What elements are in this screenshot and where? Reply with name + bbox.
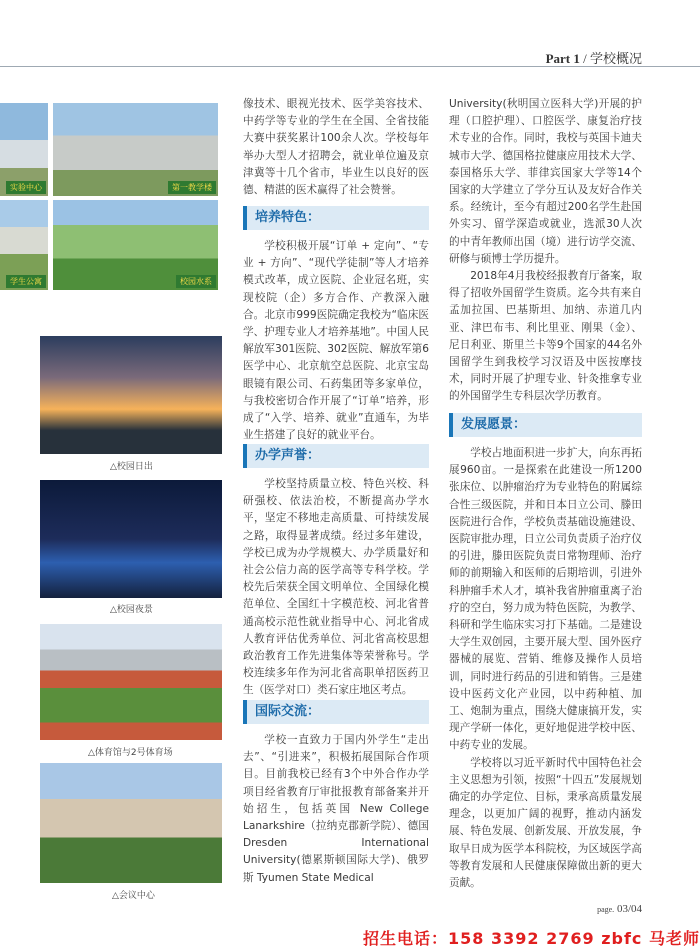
part-label: Part 1: [545, 51, 580, 66]
international-text: [243, 732, 429, 887]
reputation-text: [243, 476, 429, 700]
page-header: [546, 48, 642, 67]
heading-vision: 发展愿景：: [449, 413, 642, 437]
foreign-students-paragraph: 2018年4月我校经报教育厅备案，取得了招收外国留学生资质。迄今共有来自孟加拉国、巴基斯坦、加纳、赤道几内亚、津巴布韦、利比里亚、刚果（金）、尼日利亚、斯里兰卡等9个国家的44名外国留学生到我校学习汉语及中医按摩技术，同时开展了护理专业、针灸推拿专业的外国留学生专科层次学历教育。: [449, 270, 642, 403]
heading-reputation: 办学声誉：: [243, 444, 429, 468]
photo-teaching-building: [53, 103, 218, 196]
page-value: 03/04: [616, 903, 642, 915]
caption-night: △校园夜景: [110, 605, 153, 615]
caption-conference: △会议中心: [112, 891, 155, 901]
photo-dormitory: [0, 200, 48, 290]
vision-paragraph: 学校占地面积进一步扩大，向东再拓展960亩。一是探索在此建设一所1200张床位、以肿瘤治疗为专业特色的附属综合性三级医院，并和日本日立公司、滕田医院进行合作，学校负责基础设施建设、医院审批办理，日立公司负责质子治疗仪的引进，滕田医院负责日常物理师、治疗师的前期输入和医师的后期培训，引进外科肿瘤手术人才，填补我省肿瘤重离子治疗的空白，努力成为特色医院，为教学、科研和学生临床实习打下基础。二是建设大学生双创园，主要开展大型、国外医疗器械的展览、营销、维修及操作人员培训，同时进行药品的引进和销售。三是建设中医药文化产业园，以中药种植、加工、炮制为重点，围绕大健康搞开发，实现产学研一体化，更好地促进学校中医、中药专业的发展。: [449, 447, 642, 752]
photo-tag: 学生公寓: [6, 275, 46, 288]
photo-tag: 校园水系: [176, 275, 216, 288]
caption-stadium: △体育馆与2号体育场: [88, 748, 173, 758]
enrollment-phone: 招生电话：158 3392 2769 zbfc 马老师: [363, 929, 700, 948]
middle-intro: [243, 96, 429, 199]
photo-lab-center: [0, 103, 48, 196]
training-paragraph: 学校积极开展“订单 + 定向”、“专业 + 方向”、“现代学徒制”等人才培养模式改革，成立医院、企业冠名班，实现校院（企）多方合作、产教深入融合。北京市999医院确定我校为“临床医学、护理专业人才培养基地”。中国人民解放军301医院、302医院、解放军第6医学中心、北京航空总医院、北京宝岛眼镜有限公司、石药集团等多家单位，与我校密切合作开展了“订单”培养，形成了“入学、培养、就业”直通车，为毕业生搭建了良好的就业平台。: [243, 240, 429, 442]
international-paragraph: 学校一直致力于国内外学生“走出去”、“引进来”，积极拓展国际合作项目。目前我校已经有3个中外合作办学项目经省教育厅审批报教育部备案并开始招生，包括英国 New College Lanarkshire（拉纳克郡新学院）、德国 Dresden International University(德累斯顿国际大学)、俄罗斯 Tyumen State Medical: [243, 734, 429, 884]
section-title: 学校概况: [589, 51, 642, 66]
page-number: [597, 903, 642, 915]
photo-conference: [40, 763, 222, 883]
header-separator: /: [579, 51, 590, 66]
training-text: [243, 238, 429, 444]
intro-paragraph: 像技术、眼视光技术、医学美容技术、中药学等专业的学生在全国、全省技能大赛中获奖累计100余人次。学校每年举办大型人才招聘会，就业单位遍及京津冀等十几个省市，毕业生以良好的医德、精湛的医术赢得了社会赞誉。: [243, 98, 429, 197]
heading-training: 培养特色：: [243, 206, 429, 230]
vision-text: [449, 445, 642, 892]
photo-stadium: [40, 624, 222, 740]
reputation-paragraph: 学校坚持质量立校、特色兴校、科研强校、依法治校，不断提高办学水平，坚定不移地走高质量、可持续发展之路，取得显著成绩。经过多年建设，学校已成为办学规模大、办学质量好和社会公信力高的医学高等专科学校。学校先后荣获全国文明单位、全国绿化模范单位、全国红十字模范校、河北省普通高校示范性就业指导中心、河北省成人教育评估优秀单位、河北省高校思想政治教育工作先进集体等荣誉称号。学校连续多年作为河北省高职单招医药卫生（医学对口）类石家庄地区考点。: [243, 478, 429, 697]
cooperation-paragraph: University(秋明国立医科大学)开展的护理（口腔护理）、口腔医学、康复治疗技术专业的合作。同时，我校与英国卡迪夫城市大学、德国格拉健康应用技术大学、泰国格乐大学、菲律宾国家大学等14个国家的大学建立了学分互认及友好合作关系。经统计，至今有超过200名学生赴国外实习、留学深造或就业，选派30人次的中青年教师出国（境）进行访学交流、研修与硕博士学历提升。: [449, 98, 642, 265]
caption-sunrise: △校园日出: [110, 462, 153, 472]
heading-international: 国际交流：: [243, 700, 429, 724]
photo-tag: 第一教学楼: [168, 181, 216, 194]
page-prefix: page.: [597, 905, 615, 914]
right-column: [449, 96, 642, 406]
photo-tag: 实验中心: [6, 181, 46, 194]
photo-water-system: [53, 200, 218, 290]
photo-night: [40, 480, 222, 598]
future-paragraph: 学校将以习近平新时代中国特色社会主义思想为引领，按照“十四五”发展规划确定的办学定位、目标，秉承高质量发展理念，以更加广阔的视野，推动内涵发展、特色发展、创新发展、开放发展，争取早日成为医学本科院校，为区域医学高等教育发展和人民健康保障做出新的更大贡献。: [449, 756, 642, 890]
photo-sunrise: [40, 336, 222, 454]
